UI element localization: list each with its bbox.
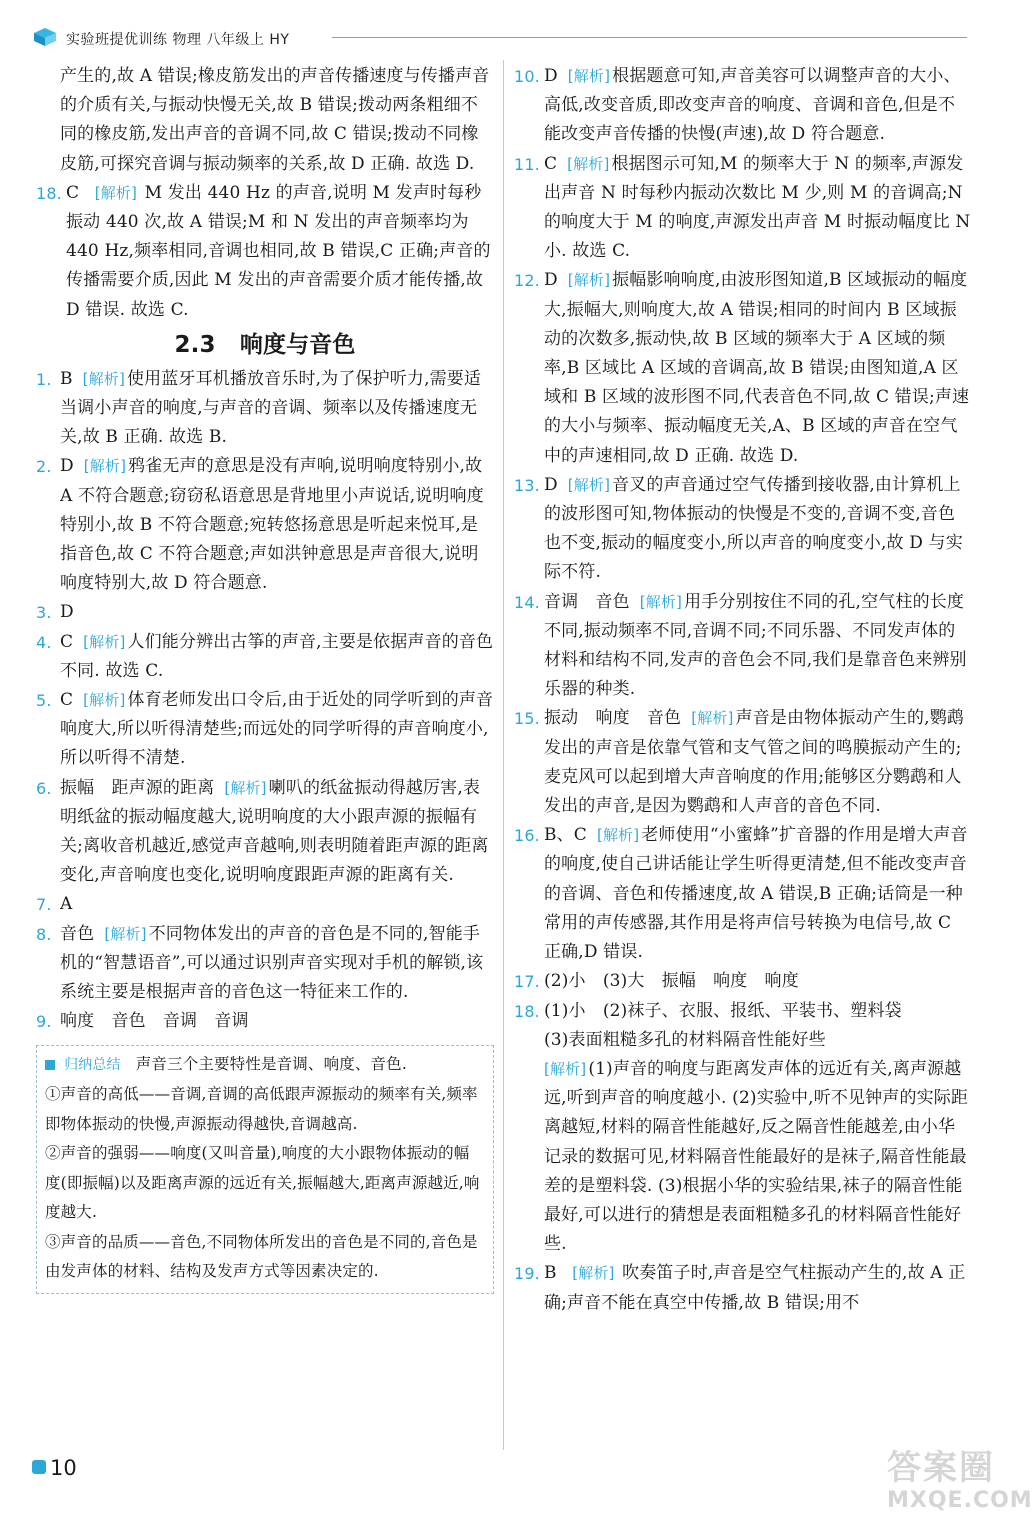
item-answer: D xyxy=(544,66,558,86)
analysis-tag: [解析] xyxy=(596,826,640,845)
answer-item xyxy=(514,266,972,470)
answer-continuation xyxy=(36,62,494,179)
section-name: 响度与音色 xyxy=(239,331,356,358)
item-explanation: 用手分别按住不同的孔,空气柱的长度不同,振动频率不同,音调不同;不同乐器、不同发声体的材料和结构不同,发声的音色会不同,我们是靠音色来辨别乐器的种类. xyxy=(544,591,967,700)
watermark-bottom: MXQE.COM xyxy=(887,1488,1033,1513)
item-answer: D xyxy=(544,474,558,495)
summary-label: 归纳总结 xyxy=(64,1056,121,1073)
item-explanation: M 发出 440 Hz 的声音,说明 M 发声时每秒振动 440 次,故 A 错误;M 和 N 发出的声音频率均为 440 Hz,频率相同,音调也相同,故 B 错误,C 正确;声音的传播需要介质,因此 M 发出的声音需要介质才能传播,故 D 错误. 故选 C. xyxy=(66,182,491,320)
item-explanation: 老师使用“小蜜蜂”扩音器的作用是增大声音的响度,使自己讲话能让学生听得更清楚,但不能改变声音的音调、音色和传播速度,故 A 错误,B 正确;话筒是一种常用的声传感器,其作用是将声信号转换为电信号,故 C 正确,D 错误. xyxy=(544,825,968,963)
item-answer: D xyxy=(60,456,74,477)
analysis-tag: [解析] xyxy=(82,369,125,388)
answer-item xyxy=(36,890,494,919)
item-number: 1. xyxy=(36,369,52,389)
item-answer: 音色 xyxy=(60,923,95,944)
column-divider xyxy=(503,60,504,1450)
analysis-tag: [解析] xyxy=(224,778,267,797)
answer-item xyxy=(36,452,494,598)
analysis-tag: [解析] xyxy=(691,709,734,728)
answer-item xyxy=(36,774,494,891)
item-explanation: (1)声音的响度与距离发声体的远近有关,离声源越远,听到声音的响度越小. (2)实验中,听不见钟声的实际距离越短,材料的隔音性能越好,反之隔音性能越差,由小华记录的数据可见,材料隔音性能最好的是袜子,隔音性能最差的是塑料袋. (3)根据小华的实验结果,袜子的隔音性能最好,可以进行的猜想是表面粗糙多孔的材料隔音性能好些. xyxy=(544,1058,969,1255)
answer-item xyxy=(36,628,494,686)
item-number: 6. xyxy=(36,778,52,798)
page-header xyxy=(32,26,967,48)
answer-item-18-experiment xyxy=(514,997,972,1260)
item-answer: 振幅 距声源的距离 xyxy=(60,777,215,798)
item-answer: C xyxy=(60,631,74,652)
item-explanation: 声音是由物体振动产生的,鹦鹉发出的声音是依靠气管和支气管之间的鸣膜振动产生的;麦克风可以起到增大声音响度的作用;能够区分鹦鹉和人发出的声音,是因为鹦鹉和人声音的音色不同. xyxy=(544,708,965,817)
right-answer-list xyxy=(514,62,972,997)
item-number: 14. xyxy=(514,592,540,612)
item-explanation: 鸦雀无声的意思是没有声响,说明响度特别小,故 A 不符合题意;窃窃私语意思是背地里小声说话,说明响度特别小,故 B 不符合题意;宛转悠扬意思是听起来悦耳,是指音色,故 C 不符合题意;声如洪钟意思是声音很大,说明响度特别大,故 D 符合题意. xyxy=(60,456,484,594)
item-number: 18. xyxy=(514,1001,540,1021)
right-column xyxy=(514,62,972,1318)
analysis-tag: [解析] xyxy=(567,271,611,290)
item-number: 3. xyxy=(36,603,52,623)
left-column xyxy=(36,62,494,1294)
analysis-tag: [解析] xyxy=(83,632,126,651)
page-number-text: 10 xyxy=(50,1456,77,1480)
item-explanation: 根据图示可知,M 的频率大于 N 的频率,声源发出声音 N 时每秒内振动次数比 M 少,则 M 的音调高;N 的响度大于 M 的响度,声源发出声音 M 时振动幅度比 N 小. 故选 C. xyxy=(544,153,971,262)
answer-item xyxy=(514,704,972,821)
item-number: 15. xyxy=(514,709,540,729)
item-answer: C xyxy=(66,182,80,203)
summary-line: ③声音的品质——音色,不同物体所发出的音色是不同的,音色是由发声体的材料、结构及发声方式等因素决定的. xyxy=(45,1232,478,1280)
item-answer: 响度 音色 音调 音调 xyxy=(60,1011,249,1032)
analysis-tag: [解析] xyxy=(94,183,138,202)
analysis-tag: [解析] xyxy=(567,67,611,85)
analysis-tag: [解析] xyxy=(544,1059,587,1078)
item-answer: D xyxy=(60,602,74,623)
analysis-tag: [解析] xyxy=(567,154,610,173)
item-number: 11. xyxy=(514,154,540,174)
item-answer: C xyxy=(544,153,558,174)
summary-box xyxy=(36,1045,494,1294)
item-number: 18. xyxy=(36,183,62,203)
item-explanation: 振幅影响响度,由波形图知道,B 区域振动的幅度大,振幅大,则响度大,故 A 错误;相同的时间内 B 区域振动的次数多,振动快,故 B 区域的频率大于 A 区域的频率,B 区域比 A 区域的音调高,故 B 错误;由图知道,A 区域和 B 区域的波形图不同,代表音色不同,故 C 错误;声速的大小与频率、振动幅度无关,A、B 区域的声音在空气中的声速相同,故 D 正确. 故选 D. xyxy=(544,270,970,466)
analysis-tag: [解析] xyxy=(572,1264,615,1283)
left-answer-list xyxy=(36,365,494,1037)
answer-item xyxy=(514,588,972,705)
answer-item-18 xyxy=(36,179,494,325)
item-explanation: 不同物体发出的声音的音色是不同的,智能手机的“智慧语音”,可以通过识别声音实现对手机的解锁,该系统主要是根据声音的音色这一特征来工作的. xyxy=(60,923,484,1003)
book-logo-icon xyxy=(32,26,58,48)
item-answer: B xyxy=(544,1263,557,1284)
item-number: 10. xyxy=(514,67,540,86)
item-answer: (2)小 (3)大 振幅 响度 响度 xyxy=(544,971,799,992)
item-explanation: 音叉的声音通过空气传播到接收器,由计算机上的波形图可知,物体振动的快慢是不变的,音调不变,音色也不变,振动的幅度变小,所以声音的响度变小,故 D 与实际不符. xyxy=(544,474,963,583)
summary-line: ②声音的强弱——响度(又叫音量),响度的大小跟物体振动的幅度(即振幅)以及距离声源的远近有关,振幅越大,距离声源越近,响度越大. xyxy=(45,1144,480,1221)
item-number: 5. xyxy=(36,691,52,711)
analysis-tag: [解析] xyxy=(104,924,147,943)
item-number: 13. xyxy=(514,475,540,495)
item-answer: B xyxy=(60,368,73,389)
item-answer-line: (1)小 (2)袜子、衣服、报纸、平装书、塑料袋 xyxy=(544,1000,902,1021)
summary-head-text: 声音三个主要特性是音调、响度、音色. xyxy=(135,1054,407,1073)
item-number: 9. xyxy=(36,1012,52,1032)
item-number: 4. xyxy=(36,632,52,652)
summary-header xyxy=(45,1050,485,1081)
answer-item xyxy=(514,62,972,150)
section-title xyxy=(36,325,494,365)
analysis-tag: [解析] xyxy=(83,691,126,710)
header-title: 实验班提优训练 物理 八年级上 HY xyxy=(66,32,290,48)
item-answer: C xyxy=(60,690,74,711)
analysis-tag: [解析] xyxy=(83,457,127,476)
item-explanation: 使用蓝牙耳机播放音乐时,为了保护听力,需要适当调小声音的响度,与声音的音调、频率以及传播速度无关,故 B 正确. 故选 B. xyxy=(60,368,482,448)
answer-item xyxy=(514,150,972,267)
item-explanation: 吹奏笛子时,声音是空气柱振动产生的,故 A 正确;声音不能在真空中传播,故 B 错误;用不 xyxy=(544,1263,966,1313)
item-answer: A xyxy=(60,894,73,915)
summary-marker-icon xyxy=(45,1060,55,1070)
item-answer: 振动 响度 音色 xyxy=(544,708,682,729)
item-answer: B、C xyxy=(544,825,587,846)
watermark-top: 答案圈 xyxy=(887,1448,995,1488)
item-number: 2. xyxy=(36,457,52,477)
answer-item xyxy=(514,821,972,967)
analysis-tag: [解析] xyxy=(567,475,611,494)
answer-item xyxy=(36,598,494,627)
analysis-tag: [解析] xyxy=(639,592,683,611)
item-answer: D xyxy=(544,270,558,291)
item-answer: 音调 音色 xyxy=(544,591,630,612)
answer-item xyxy=(36,1007,494,1036)
continuation-text: 产生的,故 A 错误;橡皮筋发出的声音传播速度与传播声音的介质有关,与振动快慢无关,故 B 错误;拨动两条粗细不同的橡皮筋,发出声音的音调不同,故 C 错误;拨动不同橡皮筋,可探究音调与振动频率的关系,故 D 正确. 故选 D. xyxy=(60,66,490,174)
header-rule xyxy=(332,37,967,38)
item-explanation: 人们能分辨出古筝的声音,主要是依据声音的音色不同. 故选 C. xyxy=(60,631,494,681)
summary-line: ①声音的高低——音调,音调的高低跟声源振动的频率有关,频率即物体振动的快慢,声源振动得越快,音调越高. xyxy=(45,1085,478,1133)
section-number: 2.3 xyxy=(174,331,216,358)
item-number: 8. xyxy=(36,924,52,944)
answer-item xyxy=(514,967,972,996)
item-number: 12. xyxy=(514,271,540,291)
item-number: 16. xyxy=(514,826,540,846)
answer-item-19 xyxy=(514,1259,972,1317)
answer-item xyxy=(36,920,494,1008)
page-number xyxy=(32,1456,77,1480)
watermark-logo xyxy=(887,1448,1033,1530)
item-explanation-block xyxy=(544,1055,972,1259)
page-marker-icon xyxy=(32,1460,46,1474)
item-number: 17. xyxy=(514,972,540,992)
item-explanation: 喇叭的纸盆振动得越厉害,表明纸盆的振动幅度越大,说明响度的大小跟声源的振幅有关;离收音机越近,感觉声音越响,则表明随着距声源的距离变化,声音响度也变化,说明响度跟距声源的距离有关. xyxy=(60,777,489,886)
item-number: 7. xyxy=(36,895,52,915)
answer-item xyxy=(36,686,494,774)
answer-item xyxy=(514,471,972,588)
item-explanation: 根据题意可知,声音美容可以调整声音的大小、高低,改变音质,即改变声音的响度、音调和音色,但是不能改变声音传播的快慢(声速),故 D 符合题意. xyxy=(544,66,961,145)
item-explanation: 体育老师发出口令后,由于近处的同学听到的声音响度大,所以听得清楚些;而远处的同学听得的声音响度小,所以听得不清楚. xyxy=(60,690,494,769)
item-number: 19. xyxy=(514,1264,540,1284)
answer-item xyxy=(36,365,494,453)
item-answer-line: (3)表面粗糙多孔的材料隔音性能好些 xyxy=(544,1029,826,1050)
